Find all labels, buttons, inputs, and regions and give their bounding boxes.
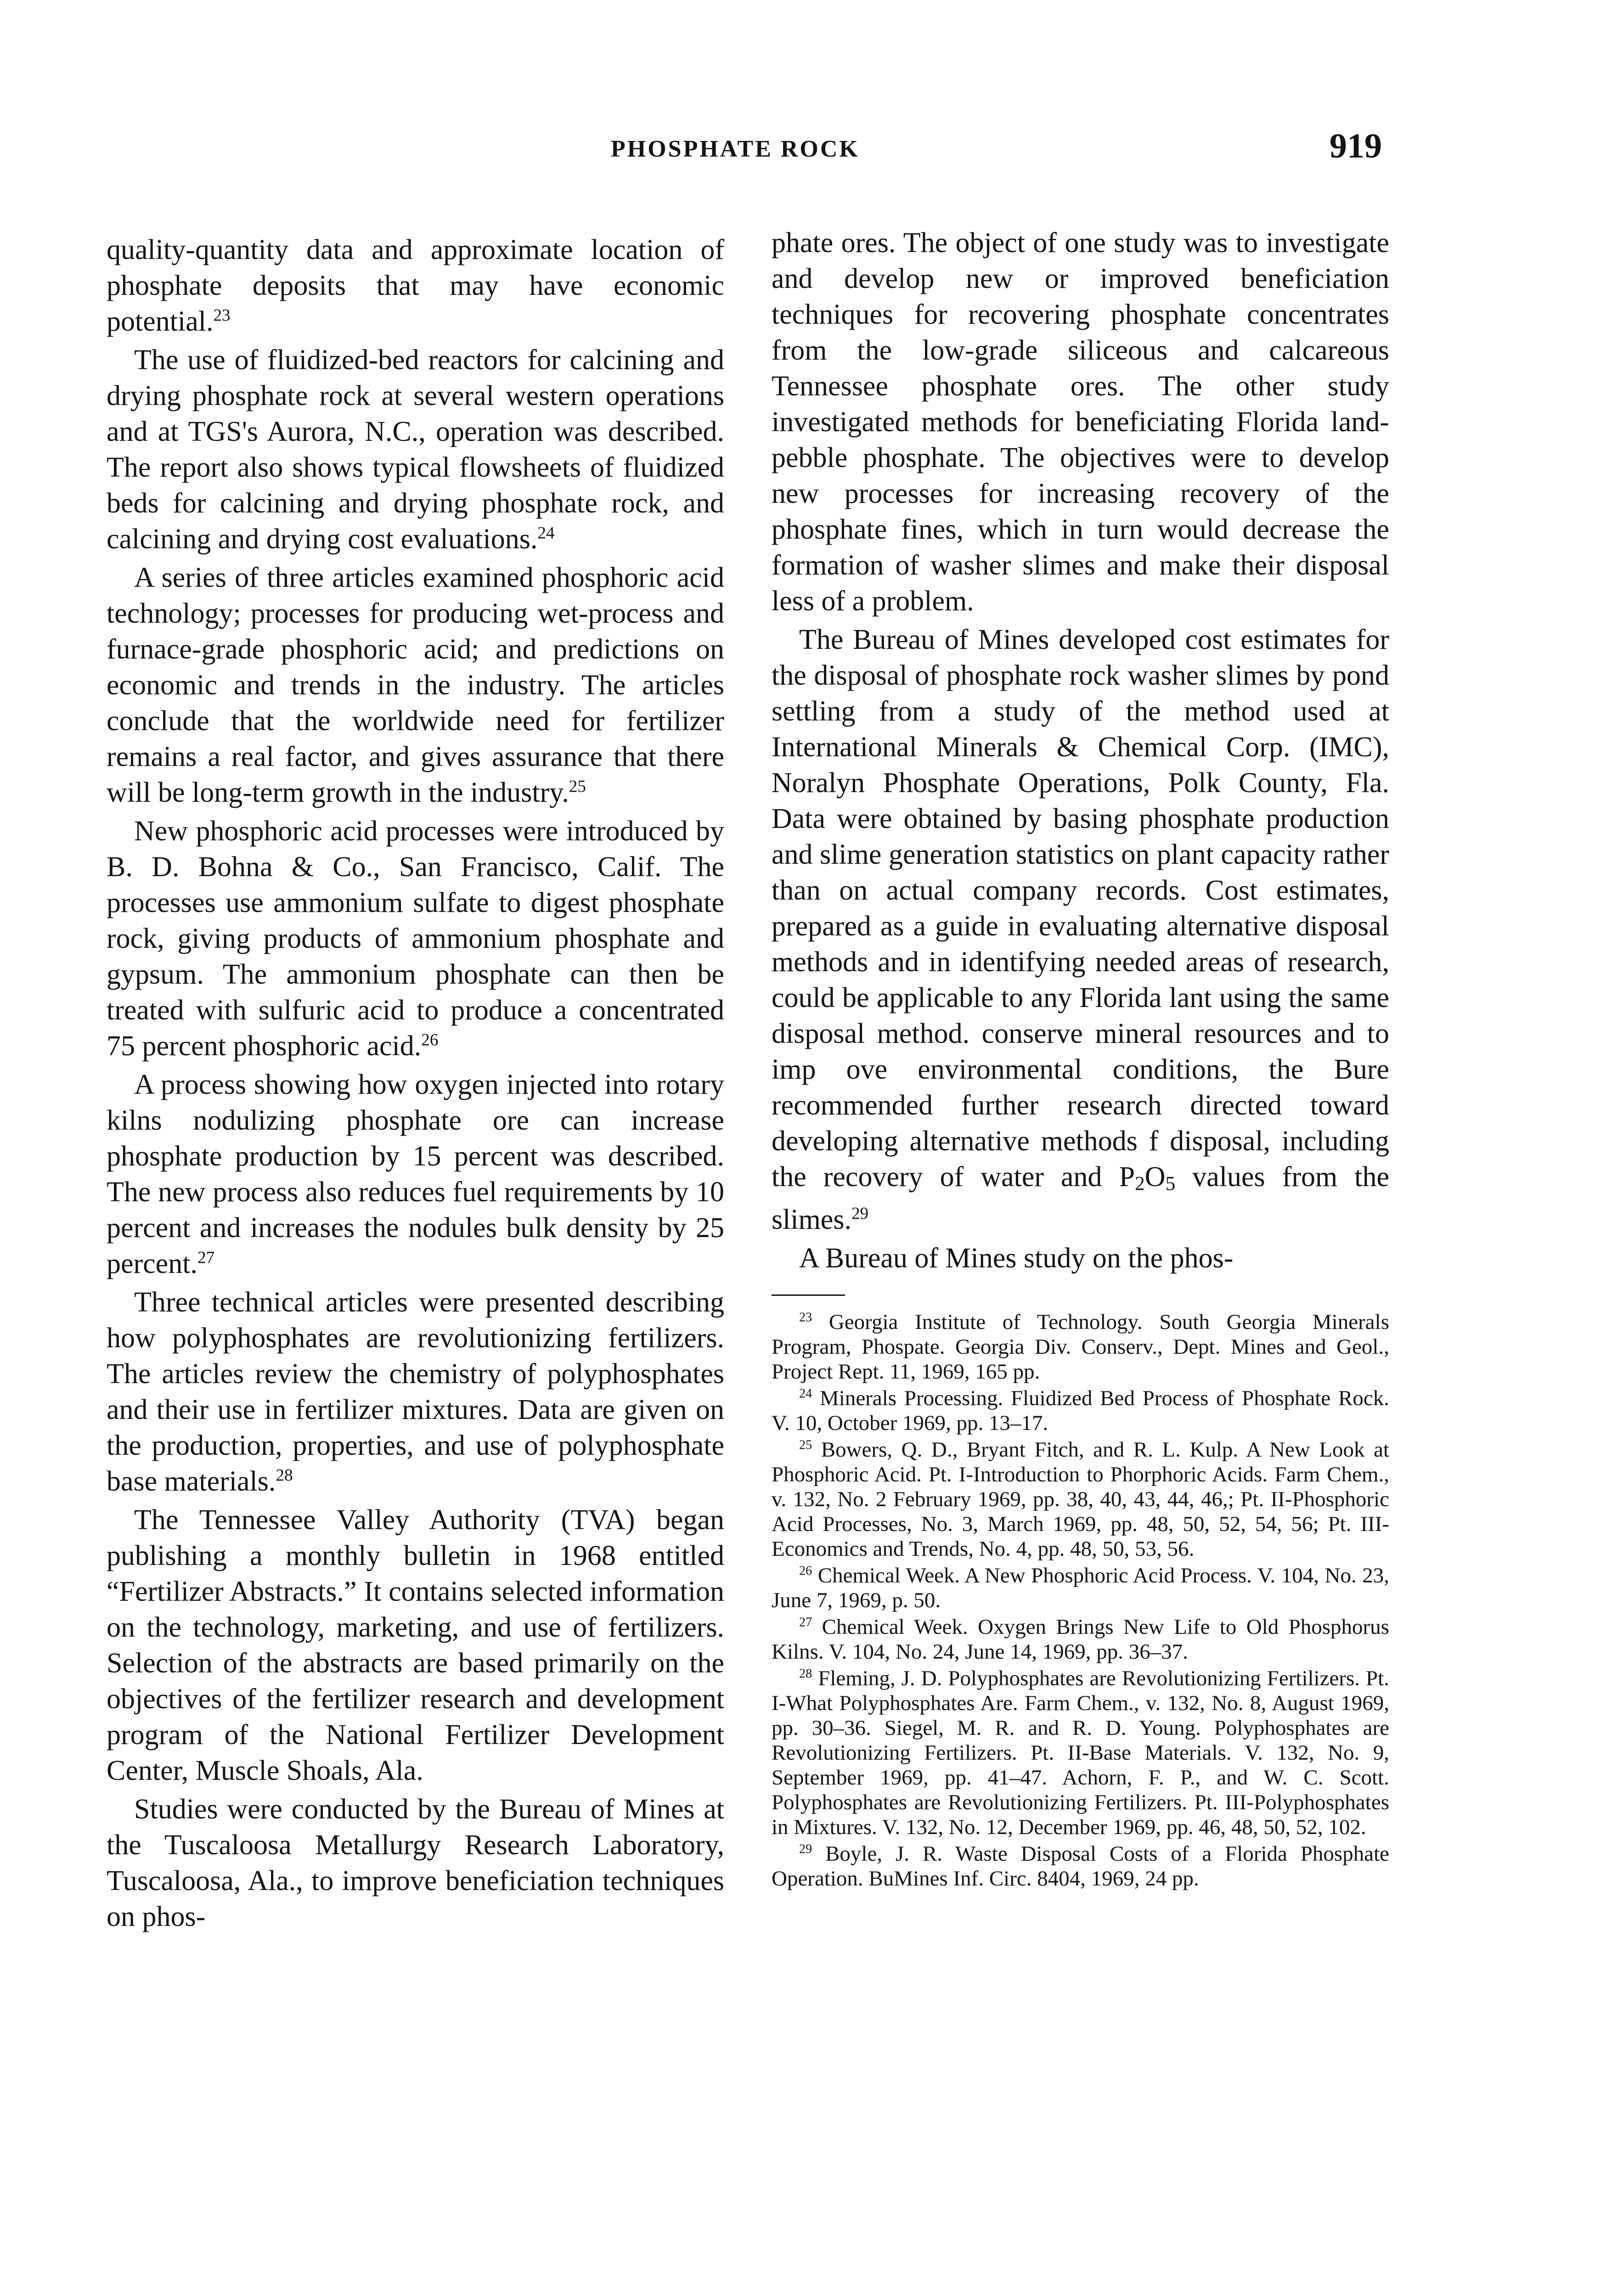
paragraph-text: A series of three articles examined phosphoric acid technology; processes for producing wet-process and furnace-grade phosphoric acid; and predictions on economic and trends in the industry. The articles conclude that the worldwide need for fertilizer remains a real factor, and gives assurance that there will be long-term growth in the industry. [107, 562, 724, 808]
footnote [772, 1841, 1389, 1891]
paragraph-text: The Tennessee Valley Authority (TVA) began publishing a monthly bulletin in 1968 entitled “Fertilizer Abstracts.” It contains selected information on the technology, marketing, and use of fertilizers. Selection of the abstracts are based primarily on the objectives of the fertilizer research and development program of the National Fertilizer Development Center, Muscle Shoals, Ala. [107, 1504, 724, 1786]
footnote-divider [772, 1294, 845, 1296]
footnote-number: 24 [799, 1386, 812, 1401]
footnote-ref: 24 [537, 523, 555, 543]
right-column [772, 225, 1389, 1893]
footnote-ref: 27 [197, 1248, 215, 1267]
paragraph-text: quality-quantity data and approximate location of phosphate deposits that may have economic potential. [107, 234, 724, 337]
footnote-ref: 23 [213, 306, 231, 325]
paragraph [107, 1791, 724, 1935]
footnote [772, 1666, 1389, 1840]
paragraph-text: A process showing how oxygen injected into rotary kilns nodulizing phosphate ore can increase phosphate production by 15 percent was described. The new process also reduces fuel requirements by 10 percent and increases the nodules bulk density by 25 percent. [107, 1069, 724, 1279]
paragraph-text: The use of fluidized-bed reactors for calcining and drying phosphate rock at several western operations and at TGS's Aurora, N.C., operation was described. The report also shows typical flowsheets of fluidized beds for calcining and drying phosphate rock, and calcining and drying cost evaluations. [107, 344, 724, 555]
paragraph [107, 1502, 724, 1789]
paragraph [107, 232, 724, 339]
paragraph-text: Three technical articles were presented describing how polyphosphates are revolutionizing fertilizers. The articles review the chemistry of polyphosphates and their use in fertilizer mixtures. Data are given on the production, properties, and use of polyphosphate base materials. [107, 1287, 724, 1497]
formula-subscript: 2 [1135, 1172, 1145, 1195]
paragraph [772, 1240, 1389, 1276]
footnotes [772, 1310, 1389, 1891]
footnote-text: Fleming, J. D. Polyphosphates are Revolutionizing Fertilizers. Pt. I-What Polyphosphates Are. Farm Chem., v. 132, No. 8, August 1969, pp. 30–36. Siegel, M. R. and R. D. Young. Polyphosphates are Revolutionizing Fertilizers. Pt. II-Base Materials. V. 132, No. 9, September 1969, pp. 41–47. Achorn, F. P., and W. C. Scott. Polyphosphates are Revolutionizing Fertilizers. Pt. III-Polyphosphates in Mixtures. V. 132, No. 12, December 1969, pp. 46, 48, 50, 52, 102. [772, 1666, 1389, 1839]
running-head: PHOSPHATE ROCK [611, 136, 860, 162]
formula-element: P [1119, 1161, 1135, 1193]
footnote-number: 25 [799, 1438, 812, 1452]
paragraph [772, 225, 1389, 619]
paragraph-text: New phosphoric acid processes were introduced by B. D. Bohna & Co., San Francisco, Calif. The processes use ammonium sulfate to digest phosphate rock, giving products of ammonium phosphate and gypsum. The ammonium phosphate can then be treated with sulfuric acid to produce a concentrated 75 percent phosphoric acid. [107, 816, 724, 1062]
paragraph-text: The Bureau of Mines developed cost estimates for the disposal of phosphate rock washer slimes by pond settling from a study of the method used at International Minerals & Chemical Corp. (IMC), Noralyn Phosphate Operations, Polk County, Fla. Data were obtained by basing phosphate production and slime generation statistics on plant capacity rather than on actual company records. Cost estimates, prepared as a guide in evaluating alternative disposal methods and in identifying needed areas of research, could be applicable to any Florida lant using the same disposal method. conserve mineral resources and to imp ove environmental conditions, the Bure recommended further research directed toward developing alternative methods f disposal, including the recovery of water and [772, 624, 1389, 1193]
paragraph [107, 342, 724, 557]
footnote-ref: 29 [851, 1204, 869, 1223]
footnote-text: Minerals Processing. Fluidized Bed Process of Phosphate Rock. V. 10, October 1969, pp. 13–17. [772, 1386, 1389, 1435]
footnote-number: 28 [799, 1666, 812, 1681]
paragraph [772, 622, 1389, 1238]
footnote [772, 1615, 1389, 1664]
page-number: 919 [1330, 127, 1382, 165]
formula-subscript: 5 [1165, 1172, 1176, 1195]
footnote-text: Chemical Week. A New Phosphoric Acid Process. V. 104, No. 23, June 7, 1969, p. 50. [772, 1563, 1390, 1612]
paragraph-text: A Bureau of Mines study on the phos- [799, 1242, 1234, 1274]
paragraph-text: values from the slimes. [772, 1161, 1390, 1235]
footnote-text: Chemical Week. Oxygen Brings New Life to Old Phosphorus Kilns. V. 104, No. 24, June 14, 1969, pp. 36–37. [772, 1615, 1389, 1664]
paragraph [107, 560, 724, 810]
footnote-number: 27 [799, 1615, 812, 1630]
paragraph-text: Studies were conducted by the Bureau of Mines at the Tuscaloosa Metallurgy Research Laboratory, Tuscaloosa, Ala., to improve beneficiation techniques on phos- [107, 1794, 724, 1932]
footnote-text: Boyle, J. R. Waste Disposal Costs of a Florida Phosphate Operation. BuMines Inf. Circ. 8404, 1969, 24 pp. [772, 1841, 1390, 1891]
footnote-ref: 25 [569, 777, 586, 796]
footnote-number: 23 [799, 1310, 812, 1325]
footnote [772, 1386, 1389, 1435]
chemical-formula [1119, 1161, 1176, 1193]
footnote-text: Georgia Institute of Technology. South Georgia Minerals Program, Phospate. Georgia Div. Conserv., Dept. Mines and Geol., Project Rept. 11, 1969, 165 pp. [772, 1310, 1390, 1384]
paragraph [107, 1284, 724, 1499]
footnote-number: 29 [799, 1842, 812, 1857]
footnote [772, 1437, 1389, 1561]
footnote-ref: 28 [276, 1466, 293, 1485]
footnote-ref: 26 [421, 1030, 439, 1050]
paragraph-text: phate ores. The object of one study was to investigate and develop new or improved beneficiation techniques for recovering phosphate concentrates from the low-grade siliceous and calcareous Tennessee phosphate ores. The other study investigated methods for beneficiating Florida land-pebble phosphate. The objectives were to develop new processes for increasing recovery of the phosphate fines, which in turn would decrease the formation of washer slimes and make their disposal less of a problem. [772, 227, 1389, 617]
formula-element: O [1144, 1161, 1166, 1193]
footnote-number: 26 [799, 1564, 812, 1578]
paragraph [107, 813, 724, 1064]
left-column [107, 232, 724, 1937]
footnote-text: Bowers, Q. D., Bryant Fitch, and R. L. Kulp. A New Look at Phosphoric Acid. Pt. I-Introduction to Phorphoric Acids. Farm Chem., v. 132, No. 2 February 1969, pp. 38, 40, 43, 44, 46,; Pt. II-Phosphoric Acid Processes, No. 3, March 1969, pp. 48, 50, 52, 54, 56; Pt. III-Economics and Trends, No. 4, pp. 48, 50, 53, 56. [772, 1437, 1390, 1561]
footnote [772, 1310, 1389, 1384]
paragraph [107, 1067, 724, 1282]
footnote [772, 1563, 1389, 1613]
